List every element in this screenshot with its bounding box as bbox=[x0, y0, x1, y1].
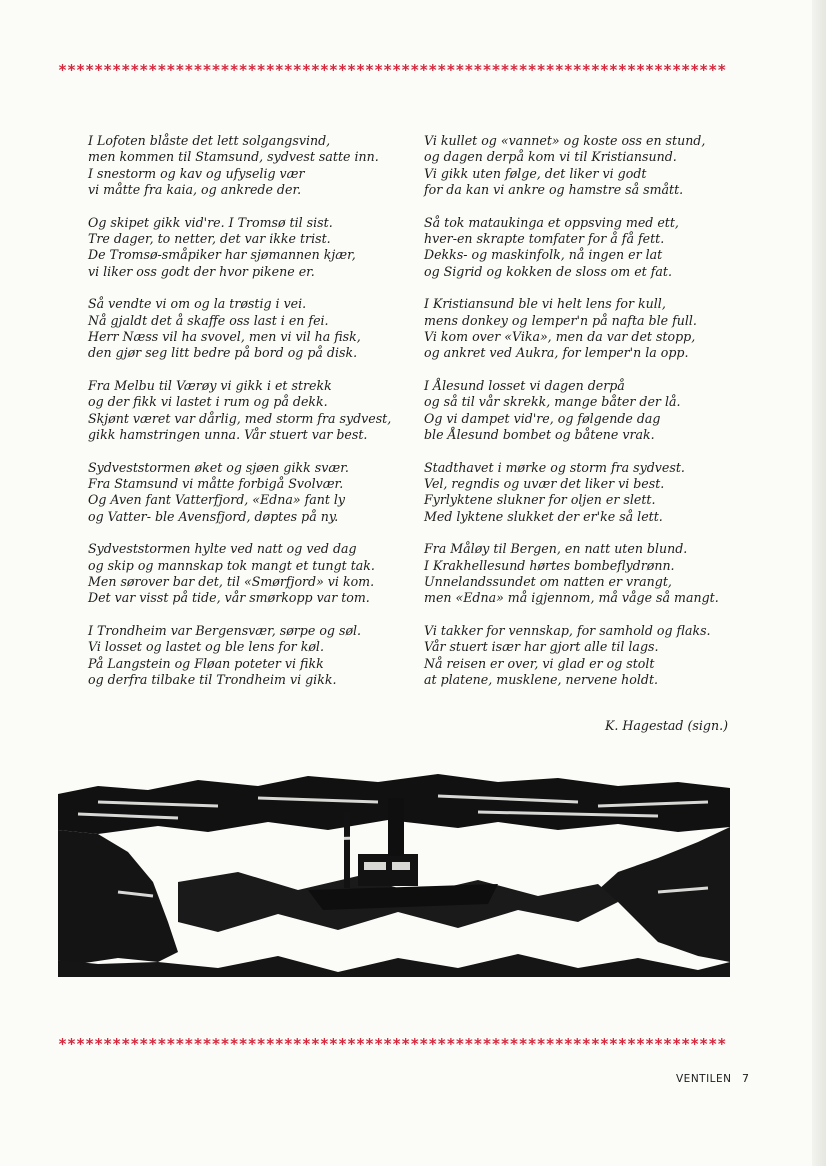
poem-line: for da kan vi ankre og hamstre så smått. bbox=[424, 181, 684, 197]
poem-line: Dekks- og maskinfolk, nå ingen er lat bbox=[424, 247, 663, 263]
poem-line: Med lyktene slukket der er'ke så lett. bbox=[424, 508, 663, 524]
poem-line: ble Ålesund bombet og båtene vrak. bbox=[424, 426, 655, 442]
poem-line: Sydveststormen hylte ved natt og ved dag bbox=[88, 541, 357, 557]
poem-line: og ankret ved Aukra, for lemper'n la opp. bbox=[424, 345, 689, 361]
poem-line: I Ålesund losset vi dagen derpå bbox=[424, 378, 625, 394]
poem-stanza bbox=[424, 215, 734, 280]
poem-line: Det var visst på tide, vår smørkopp var tom. bbox=[88, 590, 370, 606]
poem-line: Sydveststormen øket og sjøen gikk svær. bbox=[88, 459, 349, 475]
poem-line: Vel, regndis og uvær det liker vi best. bbox=[424, 476, 665, 492]
poem-stanza bbox=[424, 541, 734, 606]
poem-line: Tre dager, to netter, det var ikke trist. bbox=[88, 230, 331, 246]
poem-line: og skip og mannskap tok mangt et tungt tak. bbox=[88, 557, 375, 573]
poem-line: Vi gikk uten følge, det liker vi godt bbox=[424, 165, 647, 181]
poem-line: men kommen til Stamsund, sydvest satte inn. bbox=[88, 149, 379, 165]
poem-line: og der fikk vi lastet i rum og på dekk. bbox=[88, 394, 328, 410]
woodcut-ship-mast bbox=[344, 812, 350, 888]
poem-stanza bbox=[424, 296, 734, 361]
poem-line: Fra Måløy til Bergen, en natt uten blund. bbox=[424, 541, 688, 557]
poem-right-column bbox=[424, 133, 734, 705]
poem-line: I Trondheim var Bergensvær, sørpe og søl. bbox=[88, 623, 362, 639]
top-star-border: ************************************************************************** bbox=[58, 62, 727, 78]
poem-line: Nå reisen er over, vi glad er og stolt bbox=[424, 655, 655, 671]
poem-line: og Vatter- ble Avensfjord, døptes på ny. bbox=[88, 508, 339, 524]
poem-stanza bbox=[424, 623, 734, 688]
poem-line: men «Edna» må igjennom, må våge så mangt. bbox=[424, 590, 719, 606]
poem-stanza bbox=[424, 133, 734, 198]
poem-line: hver-en skrapte tomfater for å få fett. bbox=[424, 230, 665, 246]
poem-line: Vår stuert især har gjort alle til lags. bbox=[424, 639, 659, 655]
woodcut-ship-window bbox=[364, 862, 386, 870]
poem-stanza bbox=[424, 378, 734, 443]
woodcut-ship-window bbox=[392, 862, 410, 870]
poem-line: Fyrlyktene slukner for oljen er slett. bbox=[424, 492, 656, 508]
woodcut-right-headland bbox=[598, 827, 730, 962]
poem-line: Stadthavet i mørke og storm fra sydvest. bbox=[424, 459, 685, 475]
poem-line: Og vi dampet vid're, og følgende dag bbox=[424, 410, 661, 426]
poem-line: Vi losset og lastet og ble lens for køl. bbox=[88, 639, 324, 655]
poem-stanza bbox=[88, 460, 398, 525]
poem-line: Men sørover bar det, til «Smørfjord» vi kom. bbox=[88, 574, 375, 590]
poem-line: Fra Melbu til Værøy vi gikk i et strekk bbox=[88, 378, 332, 394]
poem-line: og derfra tilbake til Trondheim vi gikk. bbox=[88, 672, 337, 688]
poem-line: De Tromsø-småpiker har sjømannen kjær, bbox=[88, 247, 356, 263]
poem-stanza bbox=[424, 460, 734, 525]
poem-line: Og Aven fant Vatterfjord, «Edna» fant ly bbox=[88, 492, 346, 508]
poem-line: Vi takker for vennskap, for samhold og flaks. bbox=[424, 623, 711, 639]
poem-line: Så tok mataukinga et oppsving med ett, bbox=[424, 214, 679, 230]
poem-line: Nå gjaldt det å skaffe oss last i en fei. bbox=[88, 312, 329, 328]
publication-name: VENTILEN bbox=[676, 1073, 732, 1085]
poem-line: Fra Stamsund vi måtte forbigå Svolvær. bbox=[88, 476, 344, 492]
bottom-star-border: ************************************************************************** bbox=[58, 1036, 727, 1052]
poem-line: Så vendte vi om og la trøstig i vei. bbox=[88, 296, 307, 312]
poem-line: den gjør seg litt bedre på bord og på disk. bbox=[88, 345, 358, 361]
poem-line: vi liker oss godt der hvor pikene er. bbox=[88, 263, 315, 279]
poem-line: og Sigrid og kokken de sloss om et fat. bbox=[424, 263, 672, 279]
poem-stanza bbox=[88, 215, 398, 280]
page-number: 7 bbox=[742, 1072, 749, 1085]
poem-line: Vi kullet og «vannet» og koste oss en stund, bbox=[424, 133, 706, 148]
poem-left-column bbox=[88, 133, 398, 705]
poem-stanza bbox=[88, 541, 398, 606]
poem-line: I Lofoten blåste det lett solgangsvind, bbox=[88, 133, 331, 148]
poem-stanza bbox=[88, 133, 398, 198]
poem-line: Unnelandssundet om natten er vrangt, bbox=[424, 574, 672, 590]
poem-line: at platene, musklene, nervene holdt. bbox=[424, 672, 659, 688]
poem-line: og så til vår skrekk, mange båter der lå. bbox=[424, 394, 681, 410]
poem-signature: K. Hagestad (sign.) bbox=[604, 718, 728, 733]
poem-stanza bbox=[88, 296, 398, 361]
poem-line: vi måtte fra kaia, og ankrede der. bbox=[88, 181, 302, 197]
woodcut-illustration bbox=[58, 772, 730, 977]
poem-line: I Kristiansund ble vi helt lens for kull, bbox=[424, 296, 666, 312]
woodcut-left-headland bbox=[58, 830, 178, 964]
poem-line: Skjønt været var dårlig, med storm fra sydvest, bbox=[88, 410, 392, 426]
poem-line: mens donkey og lemper'n på nafta ble full. bbox=[424, 312, 697, 328]
poem-line: Vi kom over «Vika», men da var det stopp, bbox=[424, 328, 696, 344]
poem-stanza bbox=[88, 378, 398, 443]
poem-line: Herr Næss vil ha svovel, men vi vil ha fisk, bbox=[88, 328, 361, 344]
woodcut-ship-funnel bbox=[388, 798, 404, 856]
poem-line: Og skipet gikk vid're. I Tromsø til sist. bbox=[88, 214, 333, 230]
poem-line: og dagen derpå kom vi til Kristiansund. bbox=[424, 149, 677, 165]
page-edge bbox=[812, 0, 826, 1166]
poem-line: I Krakhellesund hørtes bombeflydrønn. bbox=[424, 557, 675, 573]
poem-line: gikk hamstringen unna. Vår stuert var best. bbox=[88, 426, 368, 442]
poem-stanza bbox=[88, 623, 398, 688]
poem-line: I snestorm og kav og ufyselig vær bbox=[88, 165, 305, 181]
poem-line: På Langstein og Fløan poteter vi fikk bbox=[88, 655, 324, 671]
